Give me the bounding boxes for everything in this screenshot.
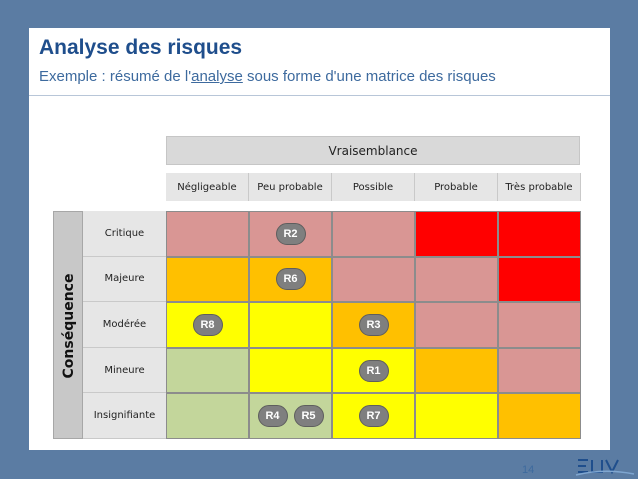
column-header: Très probable [498, 173, 581, 201]
column-header: Probable [415, 173, 498, 201]
matrix-cell [498, 393, 581, 439]
column-header: Possible [332, 173, 415, 201]
matrix-cell [415, 393, 498, 439]
title-divider [29, 95, 610, 96]
matrix-cell [166, 211, 249, 257]
matrix-cell [332, 257, 415, 303]
risk-marker-r6: R6 [276, 268, 306, 290]
matrix-cell [249, 348, 332, 394]
risk-marker-r7: R7 [359, 405, 389, 427]
company-logo [574, 456, 638, 476]
matrix-cell [166, 348, 249, 394]
consequence-header-bar [53, 211, 83, 439]
row-header: Modérée [83, 302, 166, 348]
row-header: Majeure [83, 257, 166, 303]
subtitle-text-end: sous forme d'une matrice des risques [242, 68, 496, 85]
matrix-cell [166, 257, 249, 303]
subtitle-text-start: Exemple : résumé de l' [39, 68, 192, 85]
matrix-cell [415, 257, 498, 303]
risk-marker-r8: R8 [193, 314, 223, 336]
matrix-cell [498, 211, 581, 257]
matrix-cell [415, 302, 498, 348]
page-number: 14 [522, 464, 535, 476]
risk-marker-r2: R2 [276, 223, 306, 245]
row-header: Critique [83, 211, 166, 257]
matrix-cell [498, 257, 581, 303]
subtitle-analyse-link[interactable]: analyse [191, 68, 243, 85]
slide [29, 28, 610, 476]
matrix-cell [332, 211, 415, 257]
matrix-cell [166, 393, 249, 439]
matrix-cell [498, 302, 581, 348]
row-header: Insignifiante [83, 393, 166, 439]
matrix-cell [498, 348, 581, 394]
risk-marker-r3: R3 [359, 314, 389, 336]
matrix-cell [415, 348, 498, 394]
column-header: Négligeable [166, 173, 249, 201]
matrix-cell [415, 211, 498, 257]
matrix-cell [249, 302, 332, 348]
slide-subtitle [39, 68, 496, 85]
column-header: Peu probable [249, 173, 332, 201]
risk-marker-r5: R5 [294, 405, 324, 427]
likelihood-header: Vraisemblance [166, 136, 580, 165]
slide-title: Analyse des risques [39, 36, 243, 59]
consequence-header: Conséquence [61, 273, 77, 379]
risk-marker-r4: R4 [258, 405, 288, 427]
risk-marker-r1: R1 [359, 360, 389, 382]
row-header: Mineure [83, 348, 166, 394]
